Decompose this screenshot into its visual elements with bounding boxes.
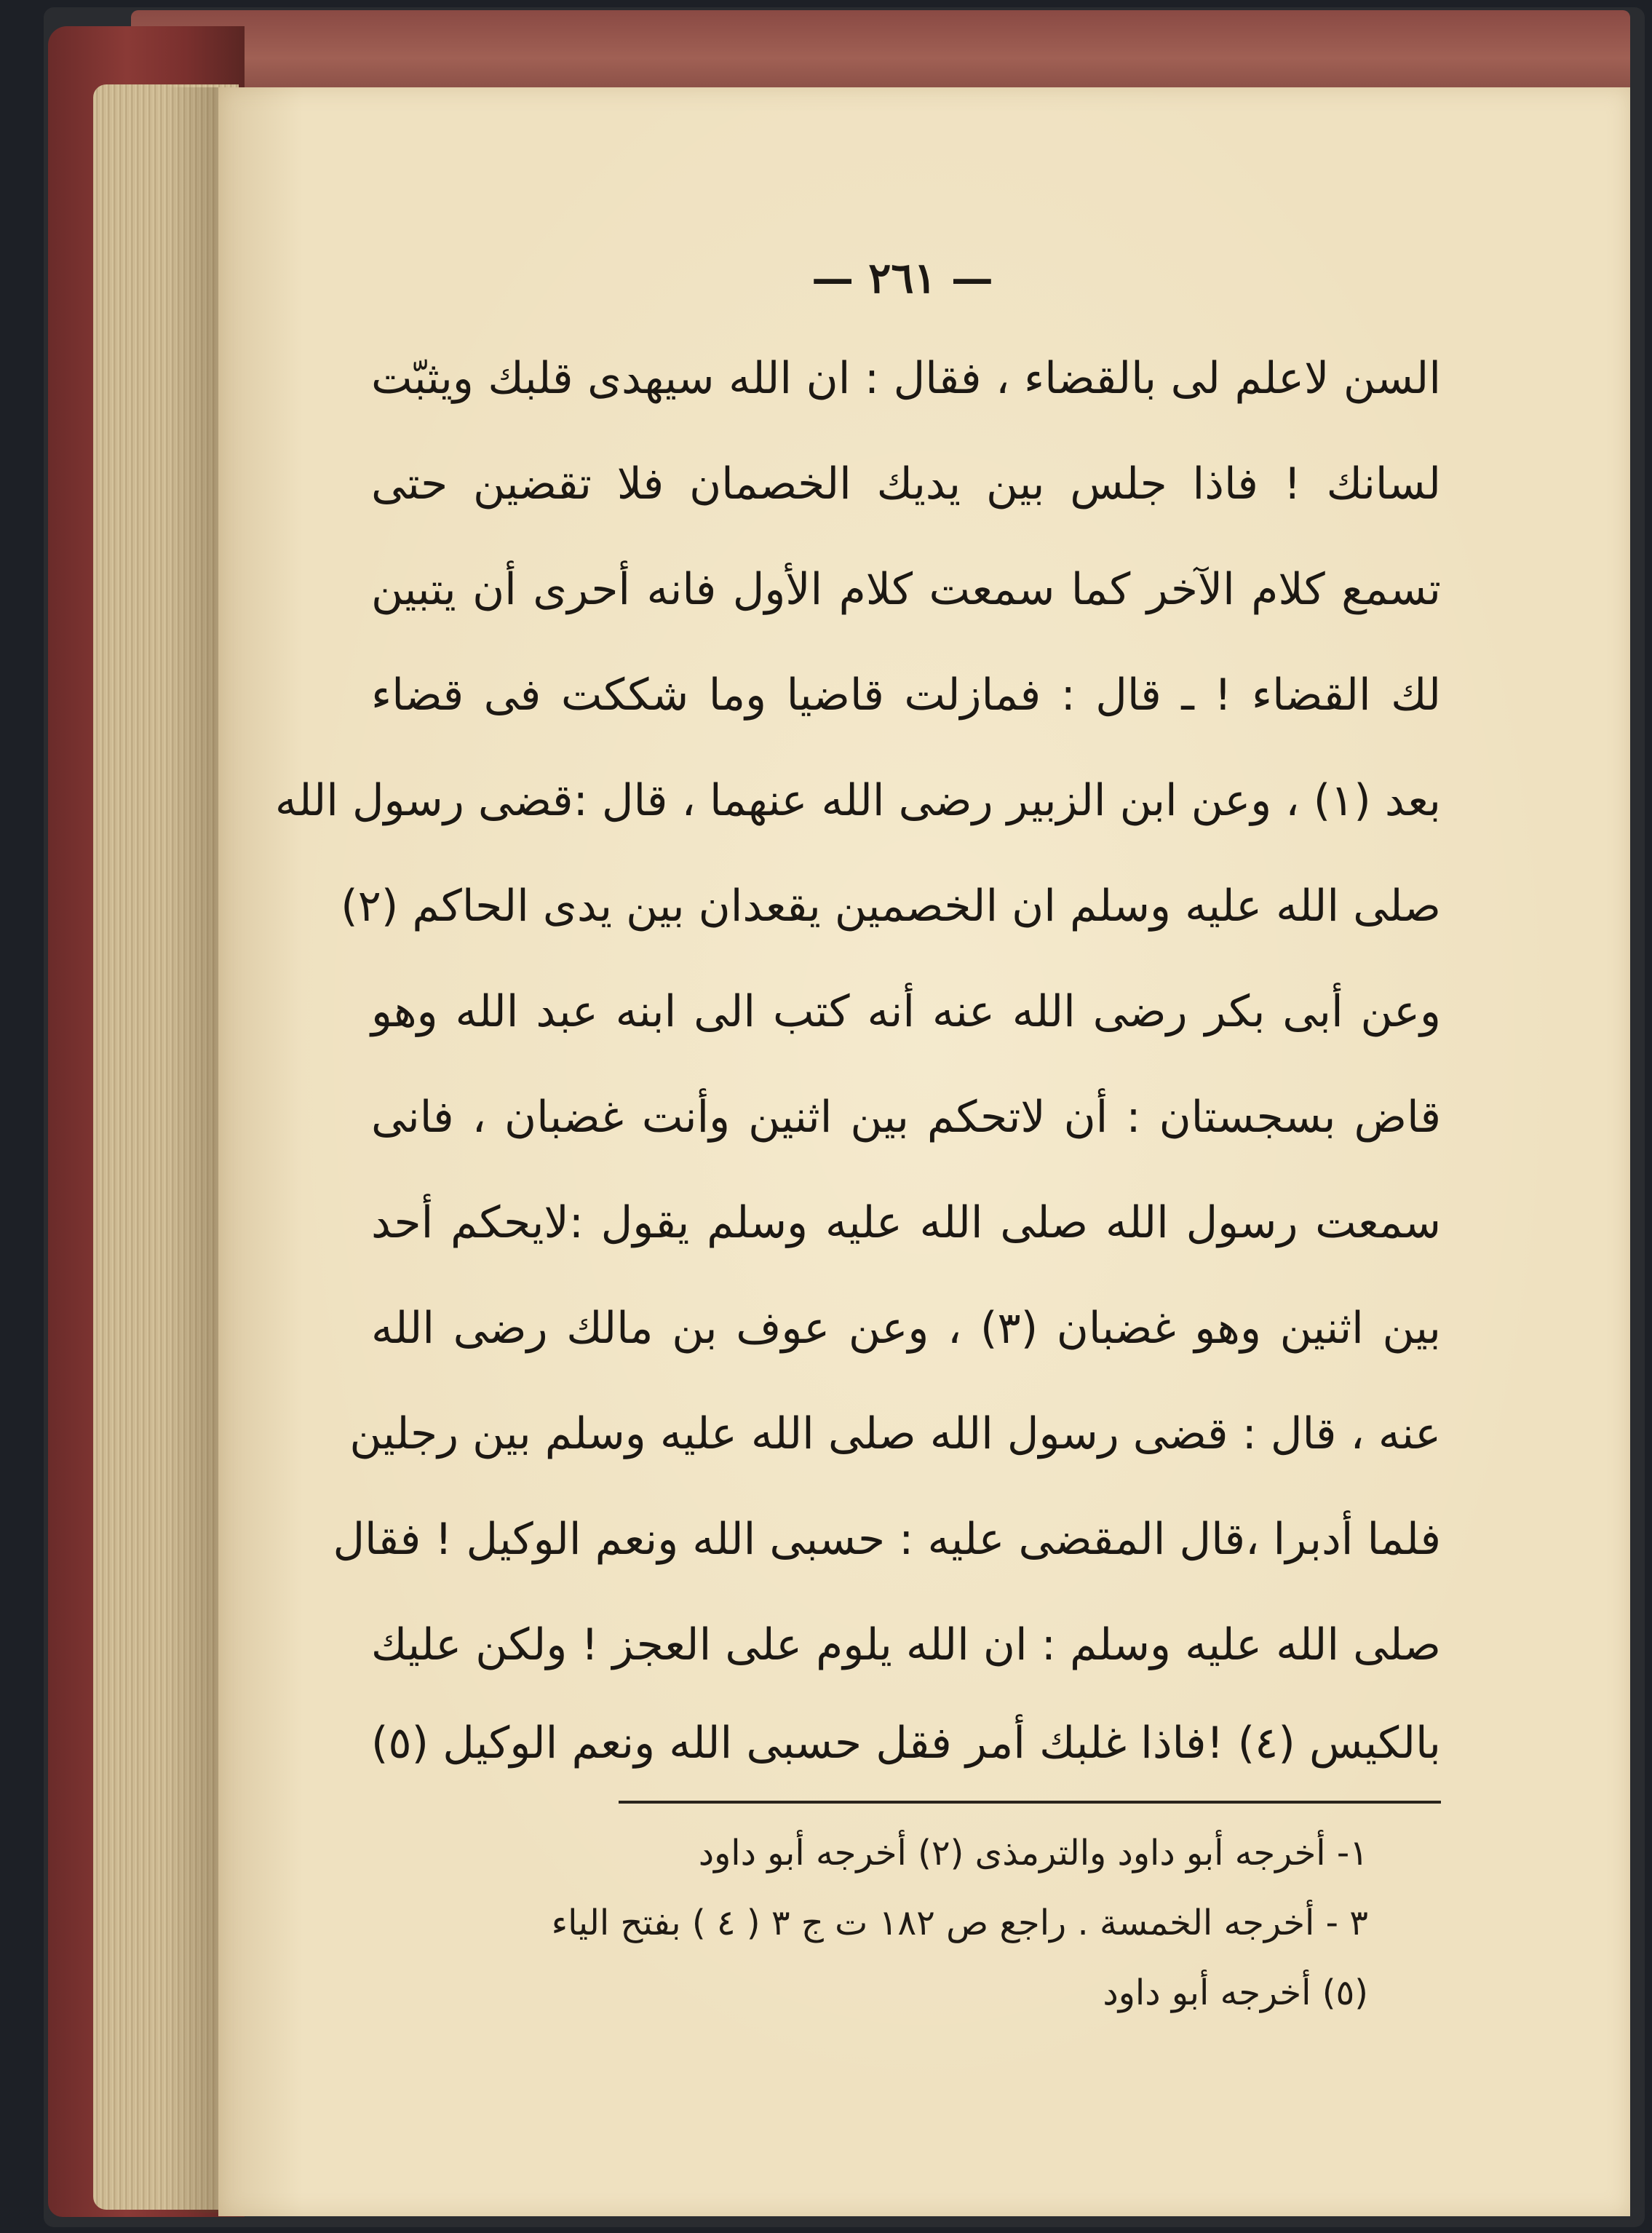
text-line-7: وعن أبى بكر رضى الله عنه أنه كتب الى ابنه عبد الله وهو (371, 986, 1441, 1037)
text-line-5: بعد (١) ، وعن ابن الزبير رضى الله عنهما ، قال :قضى رسول الله (274, 775, 1441, 826)
page-edges-shadow (166, 87, 224, 2213)
text-line-3: تسمع كلام الآخر كما سمعت كلام الأول فانه أحرى أن يتبين (371, 564, 1441, 615)
text-line-13: صلى الله عليه وسلم : ان الله يلوم على العجز ! ولكن عليك (370, 1619, 1441, 1670)
text-line-11: عنه ، قال : قضى رسول الله صلى الله عليه وسلم بين رجلين (349, 1408, 1441, 1459)
footnote-1: ١- أخرجه أبو داود والترمذى (٢) أخرجه أبو داود (698, 1833, 1368, 1873)
text-line-9: سمعت رسول الله صلى الله عليه وسلم يقول :لايحكم أحد (371, 1197, 1441, 1248)
book-cover-top-edge (131, 10, 1630, 90)
text-line-6: صلى الله عليه وسلم ان الخصمين يقعدان بين يدى الحاكم (٢) (341, 881, 1441, 932)
text-line-12: فلما أدبرا ،قال المقضى عليه : حسبى الله ونعم الوكيل ! فقال (333, 1514, 1441, 1565)
text-line-8: قاض بسجستان : أن لاتحكم بين اثنين وأنت غضبان ، فانى (371, 1092, 1441, 1143)
text-line-14: بالكيس (٤) !فاذا غلبك أمر فقل حسبى الله ونعم الوكيل (٥) (371, 1718, 1441, 1769)
footnote-divider (619, 1801, 1441, 1804)
text-line-2: لسانك ! فاذا جلس بين يديك الخصمان فلا تقضين حتى (371, 459, 1441, 509)
text-line-4: لك القضاء ! ـ قال : فمازلت قاضيا وما شككت فى قضاء (371, 670, 1441, 721)
text-line-10: بين اثنين وهو غضبان (٣) ، وعن عوف بن مالك رضى الله (371, 1303, 1441, 1354)
footnote-2: ٣ - أخرجه الخمسة . راجع ص ١٨٢ ت ج ٣ ( ٤ ) بفتح الياء (551, 1903, 1368, 1943)
footnote-3: (٥) أخرجه أبو داود (1103, 1972, 1368, 2013)
text-line-1: السن لاعلم لى بالقضاء ، فقال : ان الله سيهدى قلبك ويثبّت (371, 353, 1441, 404)
page-number: — ٢٦١ — (811, 253, 993, 303)
